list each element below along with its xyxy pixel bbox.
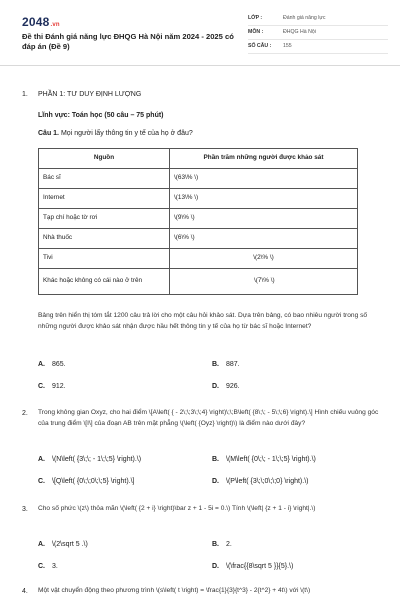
option-text: \(P\left( {3\;\;0\;\;0} \right).\) bbox=[226, 478, 309, 485]
part-number: 1. bbox=[22, 91, 28, 98]
table-cell: Nhà thuốc bbox=[39, 229, 170, 249]
meta-value: 155 bbox=[283, 42, 292, 49]
table-row bbox=[39, 169, 358, 189]
survey-table bbox=[38, 148, 358, 295]
option-c[interactable] bbox=[38, 382, 66, 391]
option-label: B. bbox=[212, 456, 219, 463]
column-header-source: Nguồn bbox=[39, 149, 170, 169]
site-logo[interactable] bbox=[22, 14, 60, 30]
table-cell: Khác hoặc không có cái nào ở trên bbox=[39, 269, 170, 295]
option-a[interactable] bbox=[38, 540, 88, 549]
option-label: C. bbox=[38, 478, 45, 485]
question-2-text: Trong không gian Oxyz, cho hai điểm \[A\left( { - 2\;\;3\;\;4} \right)\;\;B\left( {8\;\; - 5\;\;6} \right).\] Hình chiếu vuông góc của trung điểm \[I\] của đoạn AB trên mặt phẳng \(\left( {Oyz} \right)\) là điểm nào dưới đây? bbox=[38, 409, 379, 428]
option-text: \(2\sqrt 5 .\) bbox=[52, 541, 88, 548]
option-a[interactable] bbox=[38, 360, 66, 369]
table-cell: \(7\% \) bbox=[170, 269, 358, 295]
option-label: C. bbox=[38, 563, 45, 570]
meta-value: Đánh giá năng lực bbox=[283, 14, 326, 21]
option-label: C. bbox=[38, 383, 45, 390]
option-text: 926. bbox=[226, 383, 240, 390]
logo-text: 2048 bbox=[22, 15, 50, 29]
question-3-number: 3. bbox=[22, 506, 28, 513]
question-1-prompt bbox=[38, 129, 193, 138]
meta-row-count bbox=[248, 40, 388, 54]
part-title: PHẦN 1: TƯ DUY ĐỊNH LƯỢNG bbox=[38, 91, 142, 98]
meta-row-class bbox=[248, 12, 388, 26]
option-label: A. bbox=[38, 541, 45, 548]
table-cell: \(9\% \) bbox=[170, 209, 358, 229]
meta-row-subject bbox=[248, 26, 388, 40]
table-cell: Tạp chí hoặc tờ rơi bbox=[39, 209, 170, 229]
meta-value: ĐHQG Hà Nội bbox=[283, 28, 316, 35]
table-row bbox=[39, 229, 358, 249]
option-d[interactable] bbox=[212, 382, 240, 391]
option-label: B. bbox=[212, 541, 219, 548]
question-3-text: Cho số phức \(z\) thỏa mãn \(\left( {2 + i} \right)\bar z + 1 - 5i = 0.\) Tính \(\left| {z + 1 - i} \right|.\) bbox=[38, 505, 316, 512]
option-label: A. bbox=[38, 456, 45, 463]
option-text: \(\frac{{8\sqrt 5 }}{5}.\) bbox=[226, 563, 294, 570]
option-d[interactable] bbox=[212, 477, 308, 486]
table-cell: \(6\% \) bbox=[170, 229, 358, 249]
table-row bbox=[39, 209, 358, 229]
table-row bbox=[39, 249, 358, 269]
option-text: 3. bbox=[52, 563, 58, 570]
table-row bbox=[39, 189, 358, 209]
option-label: D. bbox=[212, 478, 219, 485]
meta-key: SỐ CÂU : bbox=[248, 42, 272, 49]
option-text: 865. bbox=[52, 361, 66, 368]
question-label: Câu 1. bbox=[38, 130, 60, 137]
option-c[interactable] bbox=[38, 562, 58, 571]
table-header-row bbox=[39, 149, 358, 169]
question-2-number: 2. bbox=[22, 410, 28, 417]
question-4-text: Một vật chuyển động theo phương trình \(s\left( t \right) = \frac{1}{3}{t^3} - 2{t^2} + 4t\) với \(t\) bbox=[38, 587, 311, 594]
option-c[interactable] bbox=[38, 477, 134, 486]
page-header bbox=[0, 0, 400, 66]
logo-tld: .vn bbox=[50, 22, 60, 28]
document-title: Đề thi Đánh giá năng lực ĐHQG Hà Nội năm 2024 - 2025 có đáp án (Đề 9) bbox=[22, 32, 234, 51]
option-label: B. bbox=[212, 361, 219, 368]
table-row bbox=[39, 269, 358, 295]
option-b[interactable] bbox=[212, 455, 316, 464]
table-cell: Internet bbox=[39, 189, 170, 209]
option-text: \(M\left( {0\;\; - 1\;\;5} \right).\) bbox=[226, 456, 316, 463]
option-text: 2. bbox=[226, 541, 232, 548]
option-label: D. bbox=[212, 563, 219, 570]
question-4-number: 4. bbox=[22, 588, 28, 595]
table-cell: Bác sĩ bbox=[39, 169, 170, 189]
option-d[interactable] bbox=[212, 562, 293, 571]
option-label: D. bbox=[212, 383, 219, 390]
table-cell: \(63\% \) bbox=[170, 169, 358, 189]
table-cell: Tivi bbox=[39, 249, 170, 269]
question-1-paragraph: Bảng trên hiển thị tóm tắt 1200 câu trả lời cho một câu hỏi khảo sát. Dựa trên bảng, có bao nhiêu người trong số những người được khảo sát nhận được hầu hết thông tin y tế của họ từ bác sĩ hoặc Internet? bbox=[38, 312, 368, 331]
table-cell: \(2\% \) bbox=[170, 249, 358, 269]
table-cell: \(13\% \) bbox=[170, 189, 358, 209]
option-text: 887. bbox=[226, 361, 240, 368]
field-label: Lĩnh vực: Toán học (50 câu – 75 phút) bbox=[38, 112, 164, 119]
column-header-percent: Phần trăm những người được khảo sát bbox=[170, 149, 358, 169]
option-text: 912. bbox=[52, 383, 66, 390]
exam-meta bbox=[248, 12, 388, 54]
option-a[interactable] bbox=[38, 455, 141, 464]
option-text: \(N\left( {3\;\; - 1\;\;5} \right).\) bbox=[52, 456, 142, 463]
meta-key: MÔN : bbox=[248, 28, 264, 35]
option-label: A. bbox=[38, 361, 45, 368]
option-text: \[Q\left( {0\;\;0\;\;5} \right).\] bbox=[52, 478, 135, 485]
question-text: Mọi người lấy thông tin y tế của họ ở đâu? bbox=[60, 130, 193, 137]
meta-key: LỚP : bbox=[248, 14, 263, 21]
option-b[interactable] bbox=[212, 360, 240, 369]
option-b[interactable] bbox=[212, 540, 232, 549]
